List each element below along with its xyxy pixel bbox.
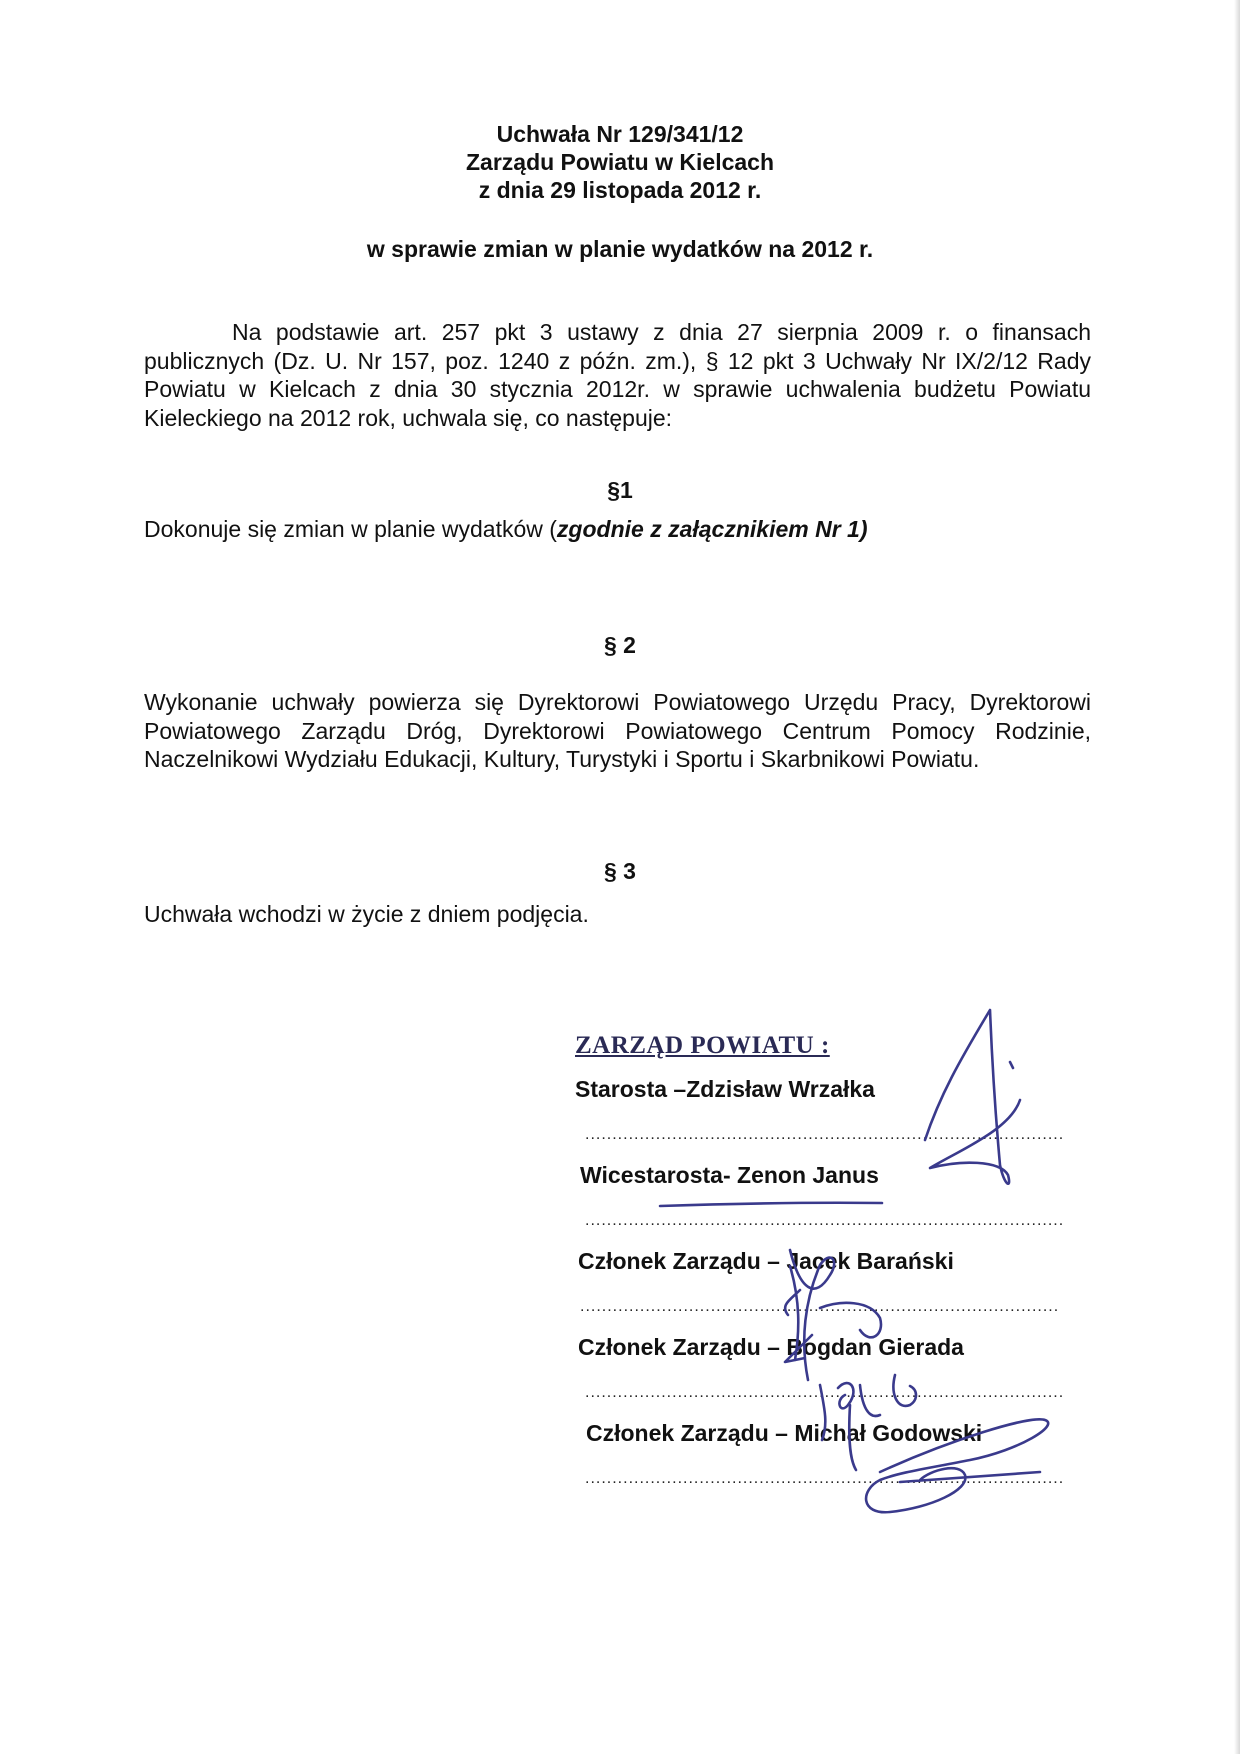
signature-line: ........................................................................................ xyxy=(585,1212,1065,1229)
member-godowski: Członek Zarządu – Michał Godowski xyxy=(586,1420,983,1446)
section-1-text xyxy=(144,515,1091,544)
signature-line: ........................................................................................ xyxy=(585,1470,1065,1487)
section-3-mark: § 3 xyxy=(604,858,636,884)
signature-line: ........................................................................................ xyxy=(580,1298,1060,1315)
signature-wrzalka xyxy=(925,1010,1020,1184)
resolution-header xyxy=(0,120,1240,204)
member-starosta: Starosta –Zdzisław Wrzałka xyxy=(575,1076,875,1102)
resolution-number: Uchwała Nr 129/341/12 xyxy=(496,121,744,147)
section-1-emphasis: zgodnie z załącznikiem Nr 1) xyxy=(556,516,868,542)
resolution-date: z dnia 29 listopada 2012 r. xyxy=(478,177,762,203)
member-wicestarosta: Wicestarosta- Zenon Janus xyxy=(580,1162,879,1188)
section-2-mark: § 2 xyxy=(604,632,636,658)
section-3-text: Uchwała wchodzi w życie z dniem podjęcia. xyxy=(144,901,589,927)
preamble-text: Na podstawie art. 257 pkt 3 ustawy z dnia 27 sierpnia 2009 r. o finansach publicznych (Dz. U. Nr 157, poz. 1240 z późn. zm.), § 12 pkt 3 Uchwały Nr IX/2/12 Rady Powiatu w Kielcach z dnia 30 stycznia 2012r. w sprawie uchwalenia budżetu Powiatu Kieleckiego na 2012 rok, uchwala się, co następuje: xyxy=(144,319,1091,431)
member-baranski: Członek Zarządu – Jacek Barański xyxy=(578,1248,954,1274)
section-1-mark: §1 xyxy=(607,477,633,503)
member-gierada: Członek Zarządu – Bogdan Gierada xyxy=(578,1334,964,1360)
issuing-body: Zarządu Powiatu w Kielcach xyxy=(465,149,775,175)
preamble-paragraph xyxy=(144,318,1091,432)
board-title: ZARZĄD POWIATU : xyxy=(575,1032,830,1059)
signature-line: ........................................................................................ xyxy=(585,1384,1065,1401)
resolution-subject: w sprawie zmian w planie wydatków na 2012 r. xyxy=(366,236,874,262)
section-1-body: Dokonuje się zmian w planie wydatków ( xyxy=(144,516,557,542)
signature-janus xyxy=(660,1203,882,1206)
section-2-text: Wykonanie uchwały powierza się Dyrektorowi Powiatowego Urzędu Pracy, Dyrektorowi Powiatowego Zarządu Dróg, Dyrektorowi Powiatowego Centrum Pomocy Rodzinie, Naczelnikowi Wydziału Edukacji, Kultury, Turystyki i Sportu i Skarbnikowi Powiatu. xyxy=(144,689,1091,772)
signature-line: ........................................................................................ xyxy=(585,1126,1065,1143)
